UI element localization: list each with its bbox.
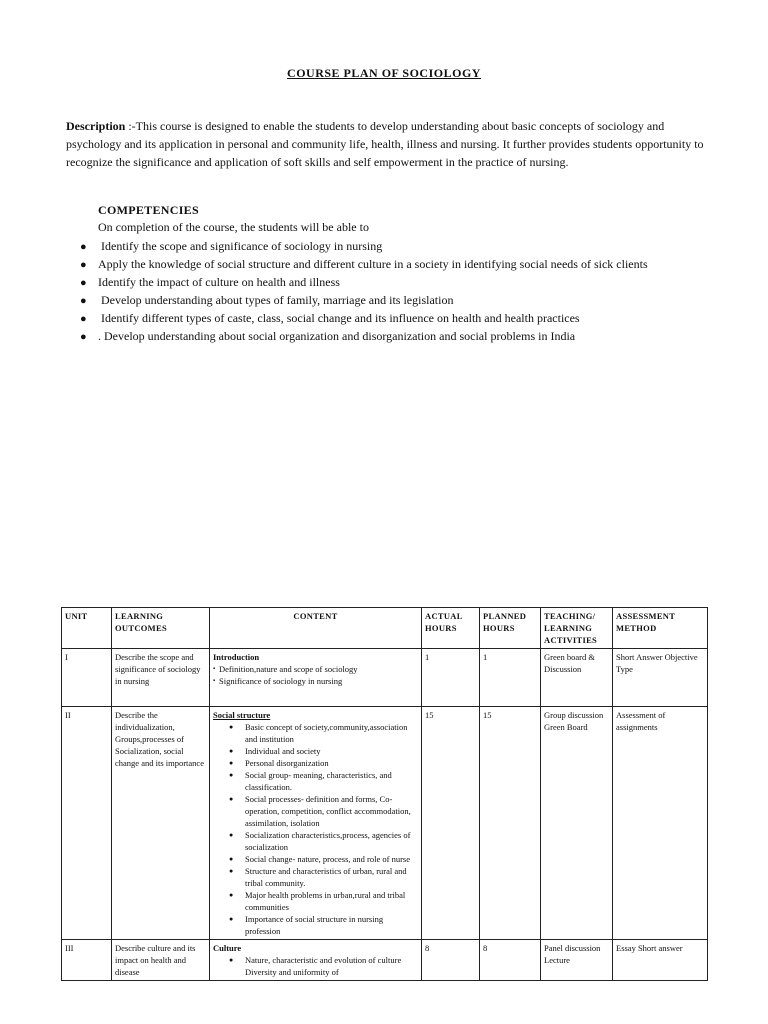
content-item: ▪ Definition,nature and scope of sociology <box>213 663 418 675</box>
outcomes-cell: Describe the scope and significance of sociology in nursing <box>112 649 210 707</box>
content-item: ● Socialization characteristics,process, agencies of socialization <box>245 829 418 853</box>
assessment-cell: Assessment of assignments <box>613 707 708 940</box>
content-item: ● Basic concept of society,community,association and institution <box>245 721 418 745</box>
description-text: :-This course is designed to enable the students to develop understanding about basic concepts of sociology and psychology and its application in personal and community life, health, illness and nursing. It further provides students opportunity to recognize the significance and application of soft skills and self empowerment in the practice of nursing. <box>66 119 704 169</box>
content-list <box>213 954 418 978</box>
unit-cell: III <box>62 940 112 981</box>
actual-hours-cell: 8 <box>422 940 480 981</box>
unit-cell: I <box>62 649 112 707</box>
table-header-row <box>62 608 708 649</box>
table-row <box>62 649 708 707</box>
competency-item: ● Develop understanding about types of family, marriage and its legislation <box>80 291 648 309</box>
teaching-cell: Green board & Discussion <box>541 649 613 707</box>
description-paragraph <box>66 117 714 171</box>
bullet-icon: ● <box>80 313 87 325</box>
outcomes-cell: Describe the individualization, Groups,processes of Socialization, social change and its importance <box>112 707 210 940</box>
bullet-icon: ● <box>80 331 87 343</box>
competencies-heading: COMPETENCIES <box>98 203 199 217</box>
content-item: ▪ Significance of sociology in nursing <box>213 675 418 687</box>
content-topic: Social structure <box>213 710 271 720</box>
content-item: ● Social change- nature, process, and role of nurse <box>245 853 418 865</box>
content-item: ● Individual and society <box>245 745 418 757</box>
content-cell <box>210 707 422 940</box>
actual-hours-cell: 15 <box>422 707 480 940</box>
course-plan-table <box>61 607 708 981</box>
header-actual-hours: ACTUAL HOURS <box>422 608 480 649</box>
content-topic: Introduction <box>213 652 260 662</box>
content-list <box>213 721 418 937</box>
assessment-cell: Short Answer Objective Type <box>613 649 708 707</box>
header-planned-hours: PLANNED HOURS <box>480 608 541 649</box>
content-cell <box>210 940 422 981</box>
content-item: ● Importance of social structure in nursing profession <box>245 913 418 937</box>
header-assessment-method: ASSESSMENT METHOD <box>613 608 708 649</box>
teaching-cell: Panel discussion Lecture <box>541 940 613 981</box>
header-unit: UNIT <box>62 608 112 649</box>
actual-hours-cell: 1 <box>422 649 480 707</box>
planned-hours-cell: 8 <box>480 940 541 981</box>
content-cell <box>210 649 422 707</box>
content-item: ● Personal disorganization <box>245 757 418 769</box>
page-title: COURSE PLAN OF SOCIOLOGY <box>287 66 481 80</box>
competency-item: ● Identify the impact of culture on health and illness <box>80 273 648 291</box>
teaching-cell: Group discussion Green Board <box>541 707 613 940</box>
description-label: Description <box>66 119 126 133</box>
competency-item: ● Apply the knowledge of social structure and different culture in a society in identifying social needs of sick clients <box>80 255 648 273</box>
content-item: ● Structure and characteristics of urban, rural and tribal community. <box>245 865 418 889</box>
content-topic: Culture <box>213 943 242 953</box>
header-content: CONTENT <box>210 608 422 649</box>
competencies-list <box>80 237 648 345</box>
unit-cell: II <box>62 707 112 940</box>
planned-hours-cell: 1 <box>480 649 541 707</box>
content-item: ● Social processes- definition and forms, Co-operation, competition, conflict accommodation, assimilation, isolation <box>245 793 418 829</box>
competency-item: ● Identify the scope and significance of sociology in nursing <box>80 237 648 255</box>
bullet-icon: ● <box>80 241 87 253</box>
table-row <box>62 940 708 981</box>
assessment-cell: Essay Short answer <box>613 940 708 981</box>
bullet-icon: ● <box>80 295 87 307</box>
table-row <box>62 707 708 940</box>
competency-item: ● . Develop understanding about social organization and disorganization and social problems in India <box>80 327 648 345</box>
content-item: ● Nature, characteristic and evolution of culture Diversity and uniformity of <box>245 954 418 978</box>
content-item: ● Major health problems in urban,rural and tribal communities <box>245 889 418 913</box>
content-item: ● Social group- meaning, characteristics, and classification. <box>245 769 418 793</box>
competency-item: ● Identify different types of caste, class, social change and its influence on health and health practices <box>80 309 648 327</box>
competencies-intro: On completion of the course, the students will be able to <box>98 220 369 234</box>
planned-hours-cell: 15 <box>480 707 541 940</box>
header-learning-outcomes: LEARNING OUTCOMES <box>112 608 210 649</box>
outcomes-cell: Describe culture and its impact on health and disease <box>112 940 210 981</box>
bullet-icon: ● <box>80 259 87 271</box>
bullet-icon: ● <box>80 277 87 289</box>
header-teaching-activities: TEACHING/ LEARNING ACTIVITIES <box>541 608 613 649</box>
content-list <box>213 663 418 687</box>
